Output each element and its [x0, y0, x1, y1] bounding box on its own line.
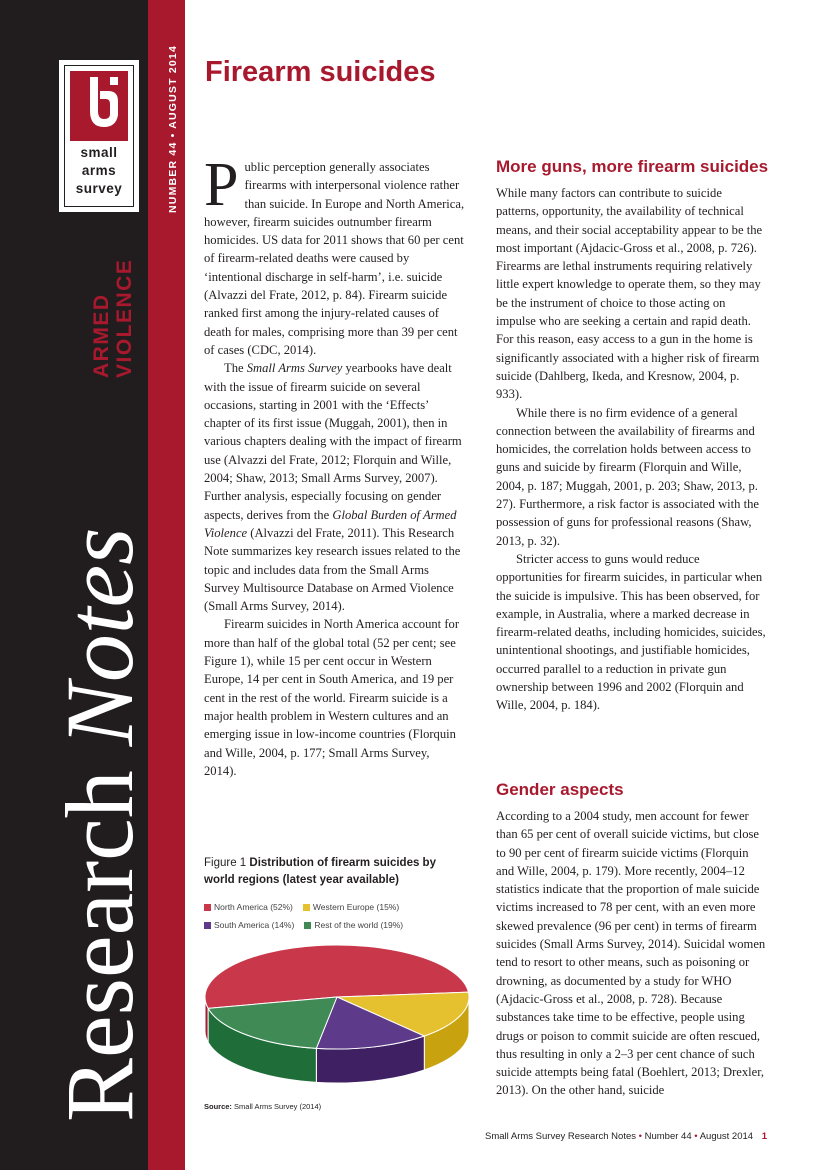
italic-title-global-burden: Global Burden of Armed Violence — [204, 507, 457, 540]
footer-bullet: • — [638, 1131, 642, 1142]
factors-paragraph: While many factors can contribute to suicide patterns, opportunity, the availability of technical means, and their social acceptability appear to be the most important (Ajdacic-Gross et al., 2008, p. 726). Firearms are lethal instruments requiring relatively little expert knowledge to operate them, so they may be the instrument of choice to those acting on impulse who are seeking a certain and rapid death. For this reason, easy access to a gun in the home is significantly associated with a higher risk of firearm suicide (Dahlberg, Ikeda, and Kresnow, 2004, p. 933). — [496, 186, 763, 402]
small-arms-survey-logo — [59, 60, 139, 212]
legend-label: Western Europe (15%) — [312, 902, 400, 912]
source-label: Source: — [204, 1102, 232, 1111]
footer-issue: Number 44 — [644, 1131, 692, 1142]
footer-publication: Small Arms Survey Research Notes — [485, 1131, 636, 1142]
legend-row — [204, 916, 466, 934]
legend-swatch — [303, 904, 310, 911]
footer-bullet: • — [694, 1131, 698, 1142]
section-heading-more-guns: More guns, more firearm suicides — [496, 157, 769, 176]
category-line-armed: ARMED — [90, 293, 113, 378]
italic-title-small-arms-survey: Small Arms Survey — [246, 361, 343, 376]
footer-date: August 2014 — [699, 1131, 754, 1142]
logo-frame — [64, 65, 134, 207]
legend-row — [204, 898, 466, 916]
yearbooks-paragraph — [204, 359, 465, 615]
correlation-paragraph: While there is no firm evidence of a general connection between the availability of firearms and homicides, the correlation holds between access to guns and suicide by firearm (Florquin and Wille, 2004, p. 187; Muggah, 2001, p. 203; Shaw, 2013, p. 27). Furthermore, a risk factor is associated with the possession of guns for professional reasons (Shaw, 2013, p. 32). — [496, 405, 759, 548]
legend-item-north-america — [204, 902, 293, 912]
figure-label: Figure 1 — [204, 857, 247, 869]
text-run: The — [224, 361, 247, 376]
left-column — [204, 151, 465, 780]
figure-caption — [204, 855, 466, 889]
page-number: 1 — [761, 1131, 767, 1142]
logo-line-arms: arms — [81, 163, 117, 178]
series-title-italic: Notes — [46, 527, 153, 747]
text-run: yearbooks have dealt with the issue of firearm suicide on several occasions, starting in 2001 with the ‘Effects’ chapter of its first issue (Muggah, 2001), then in various chapters dealing with the impact of firearm use (Alvazzi del Frate, 2012; Florquin and Wille, 2004; Shaw, 2013; Small Arms Survey, 2007). Further analysis, especially focusing on gender aspects, derives from the — [204, 361, 462, 522]
logo-line-small: small — [80, 145, 118, 160]
legend-item-south-america — [204, 920, 294, 930]
legend-label: South America (14%) — [214, 920, 295, 930]
logo-wordmark — [65, 144, 133, 198]
series-title-regular: Research — [46, 746, 153, 1122]
intro-paragraph — [204, 151, 465, 359]
gender-column — [496, 807, 768, 1100]
legend-swatch — [304, 922, 311, 929]
series-title — [46, 392, 153, 1122]
legend-item-rest-of-world — [304, 920, 403, 930]
logo-mark-icon — [70, 71, 128, 141]
intro-text: ublic perception generally associates firearms with interpersonal violence rather than suicide. In Europe and North America, however, firearm suicides outnumber firearm homicides. US data for 2011 shows that 60 per cent of firearm-related deaths were caused by ‘intentional discharge in self-harm’, i.e. suicide (Alvazzi del Frate, 2012, p. 84). Firearm suicide ranked first among the injury-related causes of death for males, comprising more than 39 per cent of cases (CDC, 2014). — [204, 160, 465, 357]
gender-paragraph: According to a 2004 study, men account for fewer than 65 per cent of overall suicide victims, but close to 90 per cent of firearm suicide victims (Florquin and Wille, 2004, p. 179). More recently, 2004–12 statistics indicate that the proportion of male suicide victims increased to 78 per cent, with an even more skewed prevalence (96 per cent) in terms of firearm suicides (Small Arms Survey, 2014). Suicidal women tend to resort to other means, such as poisoning or drowning, as documented by a study for WHO (Ajdacic-Gross et al., 2008, p. 728). Because substances take time to be effective, people using drugs or poison to commit suicide are often rescued, thus resulting in only a 2–3 per cent chance of such suicide attempts being fatal (Boehlert, 2013; Drexler, 2013). On the other hand, suicide — [496, 809, 766, 1098]
legend-label: Rest of the world (19%) — [314, 920, 404, 930]
section-heading-gender-aspects: Gender aspects — [496, 780, 624, 799]
figure-source — [204, 1102, 321, 1111]
pie-chart — [200, 935, 480, 1095]
legend-swatch — [204, 904, 211, 911]
category-label — [90, 258, 136, 378]
stricter-access-paragraph: Stricter access to guns would reduce opportunities for firearm suicides, in particular when the suicide is impulsive. This has been observed, for example, in Australia, where a marked decrease in firearm-related deaths, including homicides, suicides, unintentional shootings, and justifiable homicides, occurred parallel to a reduction in private gun ownership between 1996 and 2002 (Florquin and Wille, 2004, p. 184). — [496, 551, 766, 713]
legend-swatch — [204, 922, 211, 929]
text-run: (Alvazzi del Frate, 2011). This Research Note summarizes key research issues related to the topic and includes data from the Small Arms Survey Multisource Database on Armed Violence (Small Arms Survey, 2014). — [204, 525, 461, 614]
drop-cap: P — [204, 151, 239, 219]
source-text: Small Arms Survey (2014) — [234, 1102, 322, 1111]
logo-line-survey: survey — [75, 181, 123, 196]
legend-item-western-europe — [303, 902, 399, 912]
legend-label: North America (52%) — [214, 902, 293, 912]
page-title: Firearm suicides — [205, 56, 436, 88]
regions-paragraph: Firearm suicides in North America account for more than half of the global total (52 per cent; see Figure 1), while 15 per cent occur in Western Europe, 14 per cent in South America, and 19 per cent in the rest of the world. Firearm suicide is a major health problem in Western cultures and an emerging issue in low-income countries (Florquin and Wille, 2004, p. 177; Small Arms Survey, 2014). — [204, 617, 460, 778]
right-column — [496, 184, 768, 715]
issue-label: NUMBER 44 • AUGUST 2014 — [167, 44, 179, 213]
page-footer — [485, 1131, 767, 1142]
chart-legend — [204, 898, 466, 934]
figure-title: Distribution of firearm suicides by world regions (latest year available) — [204, 857, 436, 886]
category-line-violence: VIOLENCE — [113, 258, 136, 378]
